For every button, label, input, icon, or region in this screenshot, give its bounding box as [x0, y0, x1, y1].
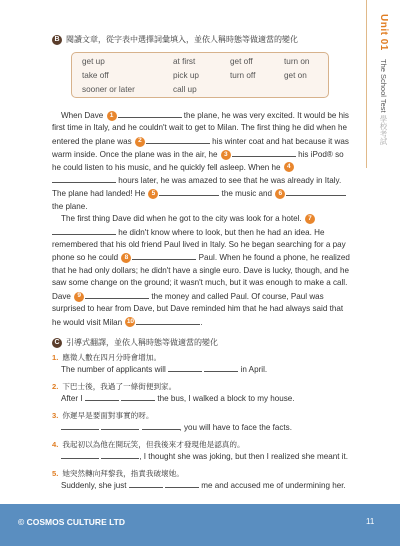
word-item: get off — [230, 57, 253, 66]
answer-blank[interactable] — [121, 392, 155, 401]
sidebar — [366, 0, 400, 546]
reading-passage — [52, 109, 352, 329]
item-number: 3. — [52, 411, 59, 420]
paragraph-2 — [52, 213, 352, 329]
passage-text: When Dave — [61, 111, 104, 120]
item-english: , I thought she was joking, but then I realized she meant it. — [139, 452, 349, 461]
blank-number: 2 — [135, 137, 145, 147]
translation-items — [52, 352, 352, 497]
section-c-badge: C — [52, 338, 62, 348]
word-item: turn on — [284, 57, 310, 66]
answer-blank[interactable] — [52, 226, 116, 235]
answer-blank[interactable] — [146, 135, 210, 144]
answer-blank[interactable] — [165, 479, 199, 488]
copyright: © COSMOS CULTURE LTD — [18, 517, 125, 527]
blank-number: 5 — [148, 189, 158, 199]
item-chinese: 你遲早是要面對事實的呀。 — [62, 411, 154, 420]
passage-text: his iPod® so he could listen to his music, and he quickly fell asleep. When he — [52, 150, 344, 172]
answer-blank[interactable] — [52, 174, 116, 183]
answer-blank[interactable] — [168, 363, 202, 372]
answer-blank[interactable] — [101, 450, 139, 459]
unit-label: Unit 01 — [378, 14, 389, 51]
list-item — [52, 468, 352, 491]
passage-text: the plane, he was very excited. It would be his first time in Italy, and he couldn't wait to get to Milan. The first thing he did when he entered the plane was — [52, 111, 349, 146]
item-number: 5. — [52, 469, 59, 478]
passage-text: the music and — [221, 189, 273, 199]
list-item — [52, 352, 352, 375]
item-english: The number of applicants will — [61, 365, 166, 374]
item-english: the bus, I walked a block to my house. — [157, 394, 295, 403]
item-chinese: 下巴士後，我過了一條街便到家。 — [62, 382, 177, 391]
section-c-instruction: 引導式翻譯，並依人稱時態等做適當的變化 — [66, 338, 218, 347]
blank-number: 8 — [121, 253, 131, 263]
blank-number: 3 — [221, 150, 231, 160]
word-item: at first — [173, 57, 196, 66]
section-b-badge: B — [52, 35, 62, 45]
word-item: get up — [82, 57, 105, 66]
answer-blank[interactable] — [101, 421, 139, 430]
answer-blank[interactable] — [286, 187, 346, 196]
answer-blank[interactable] — [159, 187, 219, 196]
blank-number: 7 — [305, 214, 315, 224]
passage-text: The first thing Dave did when he got to the city was look for a hotel. — [61, 214, 302, 224]
answer-blank[interactable] — [136, 316, 203, 327]
item-number: 1. — [52, 353, 59, 362]
list-item — [52, 439, 352, 462]
list-item — [52, 410, 352, 433]
answer-blank[interactable] — [232, 148, 296, 157]
word-item: pick up — [173, 71, 199, 80]
answer-blank[interactable] — [118, 109, 182, 118]
item-english: , you will have to face the facts. — [179, 423, 292, 432]
list-item — [52, 381, 352, 404]
paragraph-1 — [52, 109, 352, 213]
word-item: take off — [82, 71, 109, 80]
passage-text: Paul. When he found a phone, he realized that he had only dollars; he didn't have a single euro. Dave is lucky, though, and he saw some change on the ground; it wasn't much, but it was enough to make a call. Dave — [52, 253, 350, 301]
unit-title — [378, 59, 389, 145]
passage-text: hours later, he was amazed to see that he was already in Italy. The plane had landed! He — [52, 176, 342, 199]
blank-number: 9 — [74, 292, 84, 302]
answer-blank[interactable] — [142, 421, 180, 430]
blank-number: 6 — [275, 189, 285, 199]
passage-text: the plane. — [52, 201, 88, 211]
item-number: 2. — [52, 382, 59, 391]
passage-text: the money and called Paul. Of course, Paul was surprised to hear from Dave, but Dave reminded him that he had always said that he would visit Milan — [52, 291, 344, 327]
word-item: get on — [284, 71, 307, 80]
passage-text: his winter coat and hat because it was warm inside. Once the plane was in the air, he — [52, 136, 349, 160]
answer-blank[interactable] — [85, 290, 149, 299]
passage-text: . — [200, 317, 203, 327]
blank-number: 4 — [284, 162, 294, 172]
item-english: me and accused me of undermining her. — [201, 481, 346, 490]
item-chinese: 她突然轉向拜黎我，指責我破壞她。 — [62, 469, 184, 478]
item-english: Suddenly, she just — [61, 481, 127, 490]
footer-bar — [0, 504, 400, 546]
answer-blank[interactable] — [61, 421, 99, 430]
unit-title-en: The School Test — [379, 58, 388, 113]
word-item: turn off — [230, 71, 256, 80]
passage-text: he didn't know where to look, but then he had an idea. He remembered that his old friend Paul lived in Italy. So he began searching for a pay phone so he could — [52, 227, 346, 263]
item-english: After I — [61, 394, 83, 403]
blank-number: 10 — [125, 317, 135, 327]
answer-blank[interactable] — [61, 450, 99, 459]
section-b-heading — [52, 34, 298, 45]
unit-tab — [366, 0, 400, 168]
answer-blank[interactable] — [129, 479, 163, 488]
word-item: sooner or later — [82, 85, 135, 94]
word-bank — [71, 52, 329, 98]
item-chinese: 我起初以為他在開玩笑，但我後來才發現他是認真的。 — [62, 440, 245, 449]
item-english: in April. — [240, 365, 268, 374]
answer-blank[interactable] — [85, 392, 119, 401]
word-item: call up — [173, 85, 197, 94]
blank-number: 1 — [107, 111, 117, 121]
answer-blank[interactable] — [132, 251, 196, 260]
page-number: 11 — [366, 517, 375, 526]
unit-title-zh: 學校考試 — [379, 114, 388, 145]
section-c-heading — [52, 337, 218, 348]
answer-blank[interactable] — [204, 363, 238, 372]
item-number: 4. — [52, 440, 59, 449]
section-b-instruction: 閱讀文章，從字表中選擇詞彙填入，並依人稱時態等做適當的變化 — [66, 35, 298, 44]
item-chinese: 應徵人數在四月分時會增加。 — [62, 353, 162, 362]
